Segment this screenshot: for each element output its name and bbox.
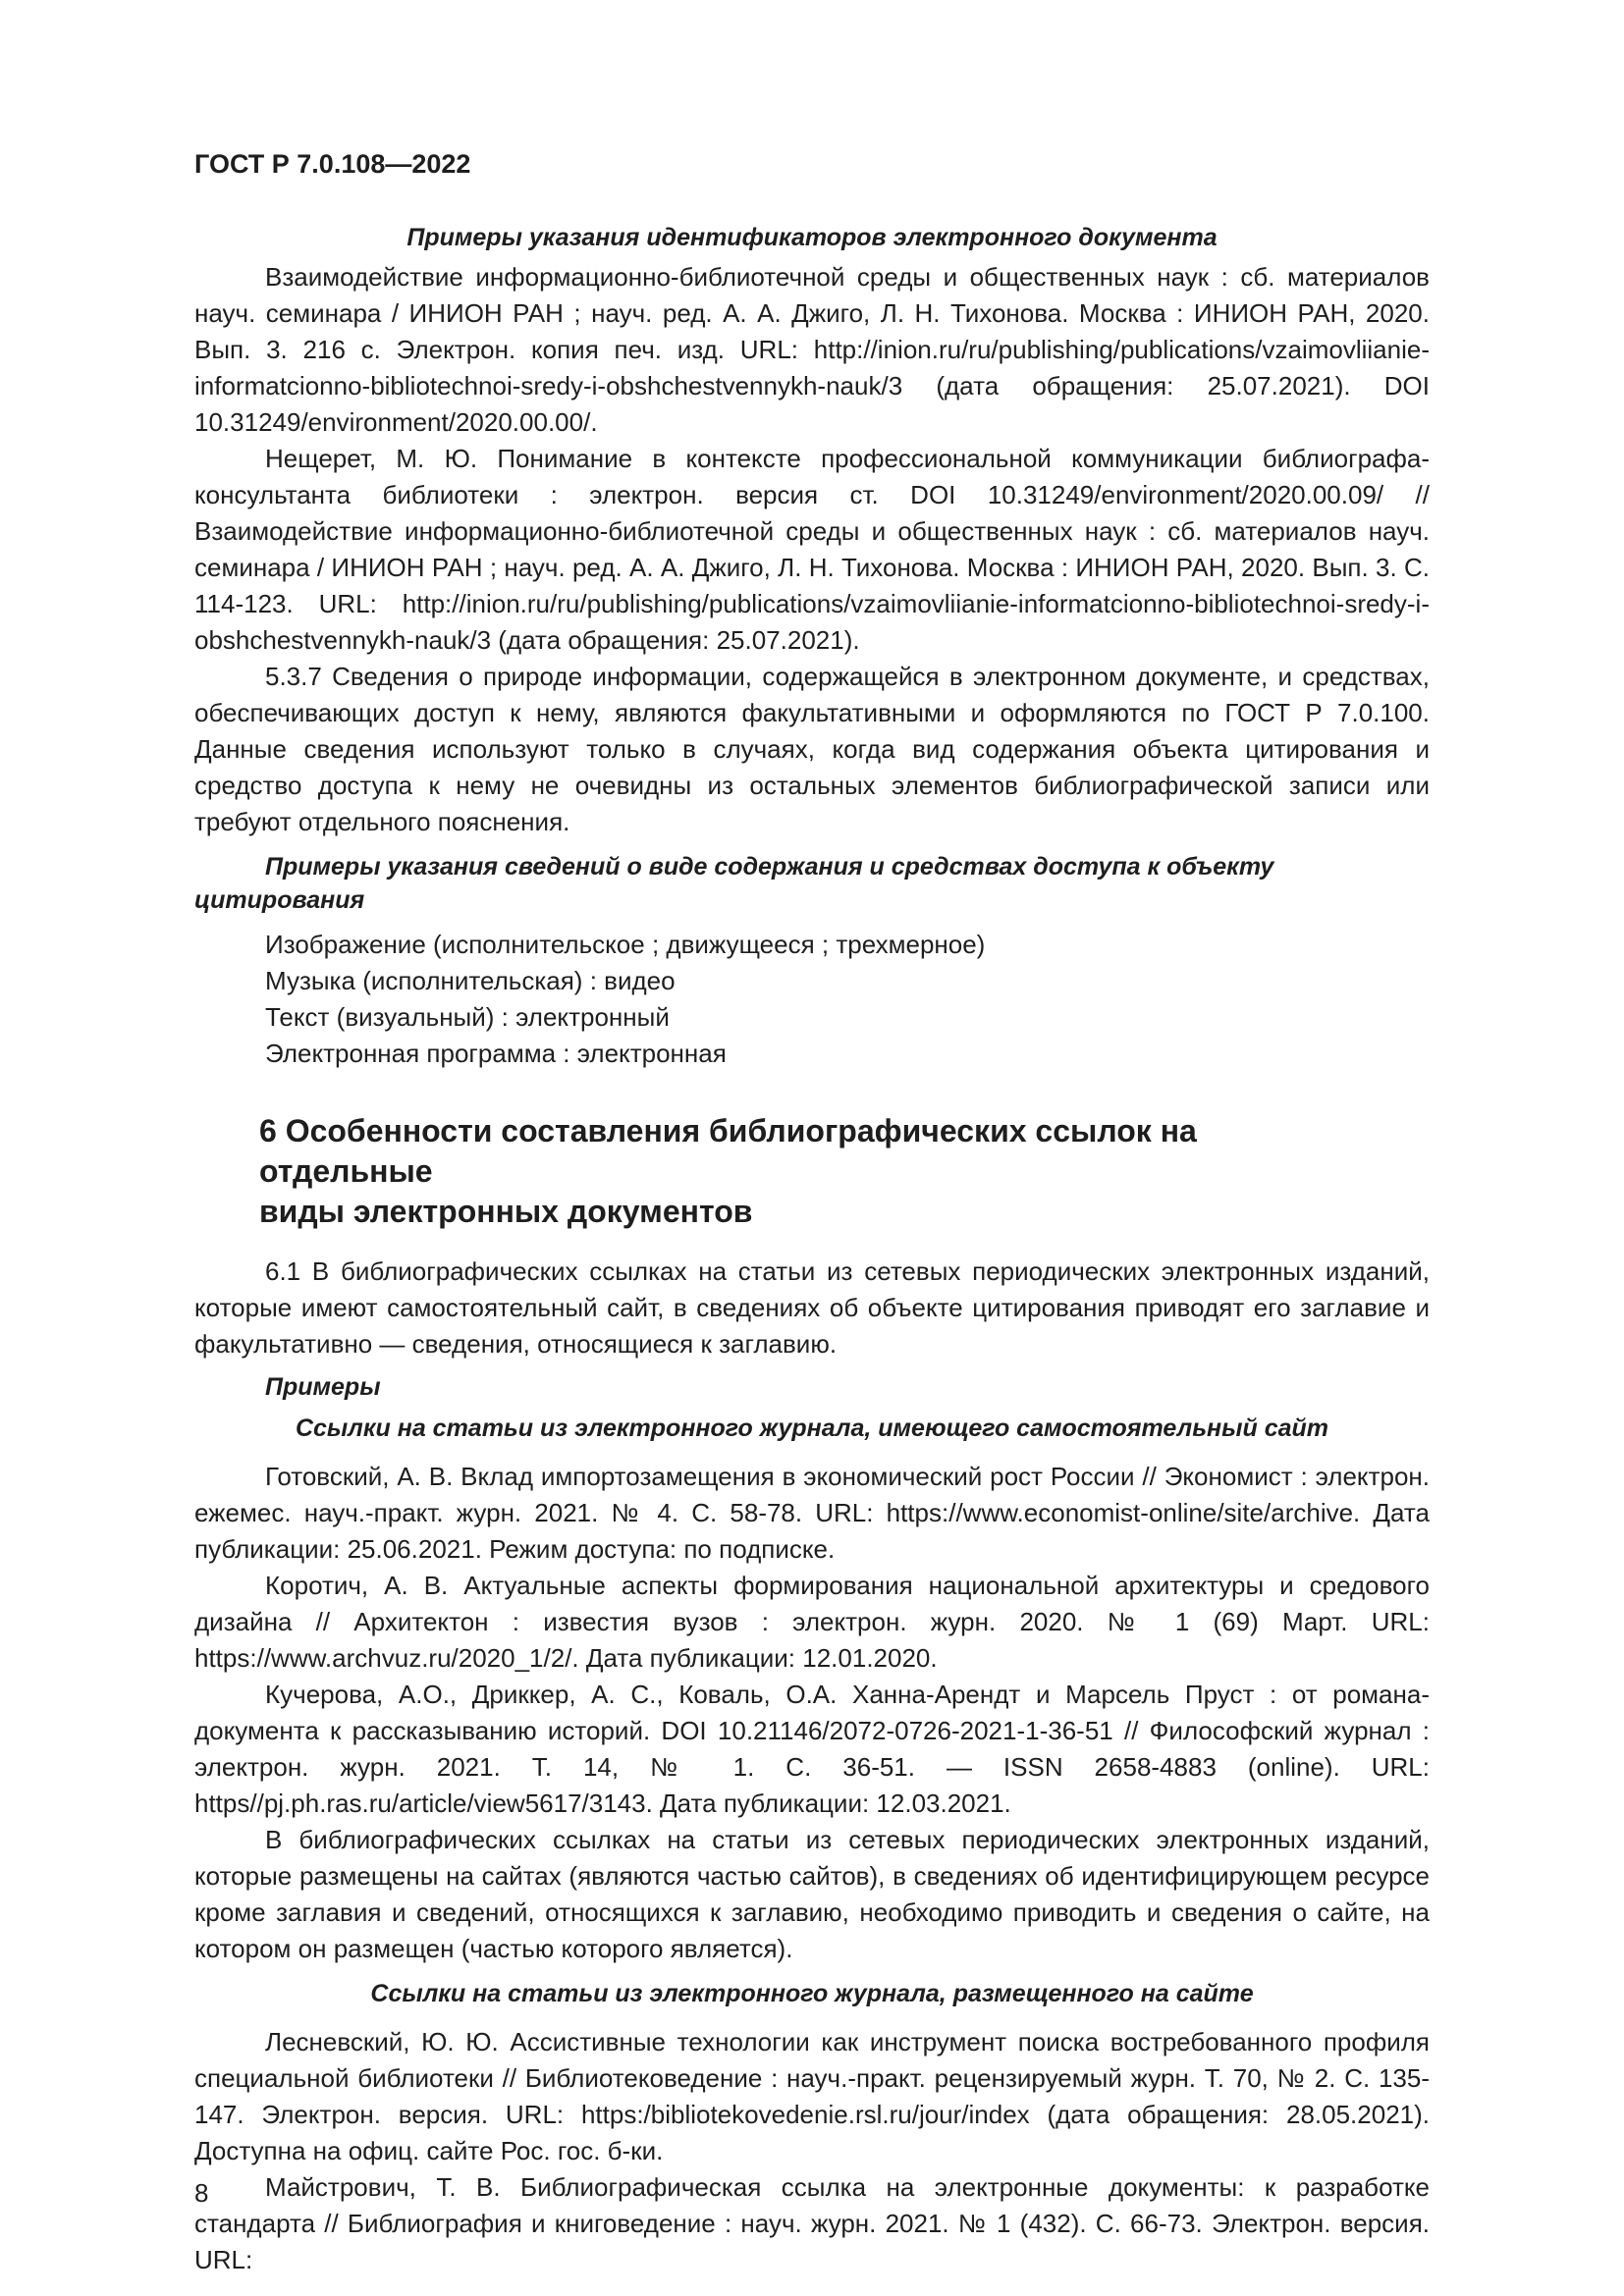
example-line: Изображение (исполнительское ; движущееся ; трехмерное) bbox=[265, 930, 986, 959]
reference-example: Готовский, А. В. Вклад импортозамещения в экономический рост России // Экономист : электрон. ежемес. науч.-практ. журн. 2021. № 4. С. 58-78. URL: https://www.economist-online/site/archive. Дата публикации: 25.06.2021. Режим доступа: по подписке. bbox=[194, 1462, 1430, 1564]
section-heading bbox=[194, 1111, 1320, 1232]
examples-caption-own-site: Ссылки на статьи из электронного журнала, имеющего самостоятельный сайт bbox=[295, 1415, 1329, 1442]
paragraph: Нещерет, М. Ю. Понимание в контексте профессиональной коммуникации библиографа-консультанта библиотеки : электрон. версия ст. DOI 10.31249/environment/2020.00.09/ // Взаимодействие информационно-библиотечной среды и общественных наук : сб. материалов науч. семинара / ИНИОН РАН ; науч. ред. А. А. Джиго, Л. Н. Тихонова. Москва : ИНИОН РАН, 2020. Вып. 3. С. 114-123. URL: http://inion.ru/ru/publishing/publications/vzaimovliianie-informatcionno-bibliotechnoi-sredy-i-obshchestvennykh-nauk/3 (дата обращения: 25.07.2021). bbox=[194, 444, 1430, 655]
reference-example: Кучерова, А.О., Дриккер, А. С., Коваль, О.А. Ханна-Арендт и Марсель Пруст : от романа-документа к рассказыванию историй. DOI 10.21146/2072-0726-2021-1-36-51 // Философский журнал : электрон. журн. 2021. Т. 14, № 1. С. 36-51. — ISSN 2658-4883 (online). URL: https//pj.ph.ras.ru/article/view5617/3143. Дата публикации: 12.03.2021. bbox=[194, 1680, 1430, 1818]
reference-example: Лесневский, Ю. Ю. Ассистивные технологии как инструмент поиска востребованного профиля специальной библиотеки // Библиотековедение : науч.-практ. рецензируемый журн. Т. 70, № 2. С. 135-147. Электрон. версия. URL: https:/bibliotekovedenie.rsl.ru/jour/index (дата обращения: 28.05.2021). Доступна на офиц. сайте Рос. гос. б-ки. bbox=[194, 2027, 1430, 2165]
example-line: Электронная программа : электронная bbox=[265, 1039, 727, 1068]
section-heading-line-2: виды электронных документов bbox=[259, 1194, 753, 1229]
examples-caption-identifiers: Примеры указания идентификаторов электронного документа bbox=[406, 224, 1218, 251]
reference-example: Майстрович, Т. В. Библиографическая ссылка на электронные документы: к разработке стандарта // Библиография и книговедение : науч. журн. 2021. № 1 (432). С. 66-73. Электрон. версия. URL: bbox=[194, 2172, 1430, 2274]
page-number: 8 bbox=[194, 2178, 209, 2208]
document-header: ГОСТ Р 7.0.108—2022 bbox=[194, 149, 471, 179]
document-body bbox=[194, 221, 1430, 2278]
reference-example: Коротич, А. В. Актуальные аспекты формирования национальной архитектуры и средового дизайна // Архитектон : известия вузов : электрон. журн. 2020. № 1 (69) Март. URL: https://www.archvuz.ru/2020_1/2/. Дата публикации: 12.01.2020. bbox=[194, 1571, 1430, 1673]
section-heading-line-1: 6 Особенности составления библиографических ссылок на отдельные bbox=[259, 1113, 1197, 1189]
examples-label: Примеры bbox=[265, 1373, 381, 1401]
paragraph: Взаимодействие информационно-библиотечной среды и общественных наук : сб. материалов науч. семинара / ИНИОН РАН ; науч. ред. А. А. Джиго, Л. Н. Тихонова. Москва : ИНИОН РАН, 2020. Вып. 3. 216 с. Электрон. копия печ. изд. URL: http://inion.ru/ru/publishing/publications/vzaimovliianie-informatcionno-bibliotechnoi-sredy-i-obshchestvennykh-nauk/3 (дата обращения: 25.07.2021). DOI 10.31249/environment/2020.00.00/. bbox=[194, 262, 1430, 437]
examples-caption-content-type: Примеры указания сведений о виде содержания и средствах доступа к объекту цитирования bbox=[194, 853, 1274, 914]
example-line: Текст (визуальный) : электронный bbox=[265, 1002, 670, 1032]
paragraph-5-3-7: 5.3.7 Сведения о природе информации, содержащейся в электронном документе, и средствах, обеспечивающих доступ к нему, являются факультативными и оформляются по ГОСТ Р 7.0.100. Данные сведения используют только в случаях, когда вид содержания объекта цитирования и средство доступа к нему не очевидны из остальных элементов библиографической записи или требуют отдельного пояснения. bbox=[194, 662, 1430, 836]
example-line: Музыка (исполнительская) : видео bbox=[265, 966, 676, 995]
paragraph: В библиографических ссылках на статьи из сетевых периодических электронных изданий, которые размещены на сайтах (являются частью сайтов), в сведениях об идентифицирующем ресурсе кроме заглавия и сведений, относящихся к заглавию, необходимо приводить и сведения о сайте, на котором он размещен (частью которого является). bbox=[194, 1825, 1430, 1963]
examples-caption-on-site: Ссылки на статьи из электронного журнала, размещенного на сайте bbox=[370, 1980, 1254, 2007]
paragraph-6-1: 6.1 В библиографических ссылках на статьи из сетевых периодических электронных изданий, которые имеют самостоятельный сайт, в сведениях об объекте цитирования приводят его заглавие и факультативно — сведения, относящиеся к заглавию. bbox=[194, 1256, 1430, 1359]
